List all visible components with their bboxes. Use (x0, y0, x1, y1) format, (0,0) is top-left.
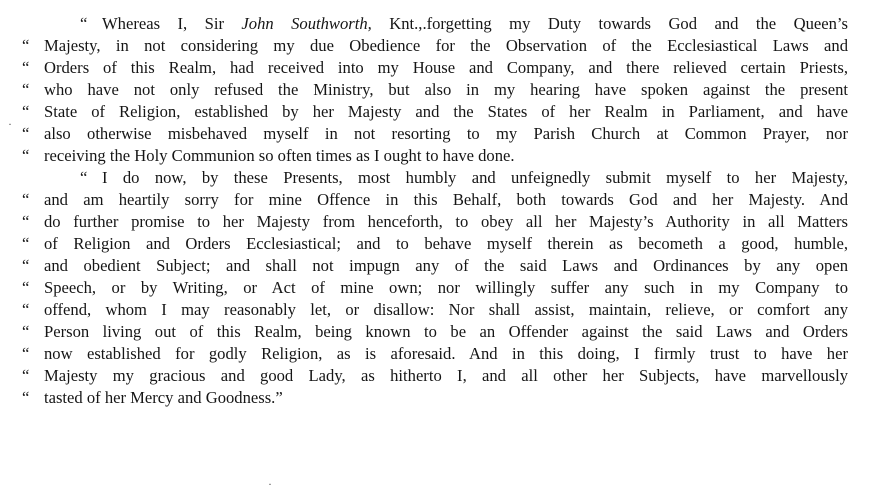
paragraph-first-line (22, 13, 848, 35)
quotation-mark: “ (22, 124, 29, 143)
text-segment: Majesty, in not considering my due Obedience for the Observation of the Ecclesiastical Laws and (44, 36, 848, 55)
text-segment: Orders of this Realm, had received into my House and Company, and there relieved certain Priests, (44, 58, 848, 77)
quotation-mark: “ (22, 80, 29, 99)
quotation-mark: “ (22, 58, 29, 77)
quotation-mark: “ (80, 14, 87, 33)
quotation-mark: “ (22, 278, 29, 297)
text-segment: Knt.,.forgetting my Duty towards God and the Queen’s (371, 14, 848, 33)
text-line (22, 145, 848, 167)
text-segment: of Religion and Orders Ecclesiastical; and to behave myself therein as becometh a good, humble, (44, 234, 848, 253)
quotation-mark: “ (22, 190, 29, 209)
paragraph-first-line (22, 167, 848, 189)
text-segment: do further promise to her Majesty from henceforth, to obey all her Majesty’s Authority in all Matters (44, 212, 848, 231)
text-line (22, 35, 848, 57)
text-line (22, 255, 848, 277)
quotation-mark: “ (22, 102, 29, 121)
text-line (22, 343, 848, 365)
italic-name: John Southworth, (241, 14, 372, 33)
quotation-mark: “ (22, 322, 29, 341)
quotation-mark: “ (22, 300, 29, 319)
text-line (22, 277, 848, 299)
text-segment: now established for godly Religion, as is aforesaid. And in this doing, I firmly trust to have her (44, 344, 848, 363)
text-line (22, 365, 848, 387)
text-line (22, 57, 848, 79)
quotation-mark: “ (22, 388, 29, 407)
text-segment: Whereas I, Sir (102, 14, 242, 33)
quotation-mark: “ (22, 256, 29, 275)
text-line (22, 211, 848, 233)
quotation-mark: “ (22, 344, 29, 363)
text-segment: receiving the Holy Communion so often times as I ought to have done. (44, 146, 515, 165)
text-segment: Speech, or by Writing, or Act of mine own; nor willingly suffer any such in my Company to (44, 278, 848, 297)
quotation-mark: “ (22, 366, 29, 385)
text-line (22, 189, 848, 211)
text-line (22, 79, 848, 101)
margin-speck: · (8, 117, 12, 131)
text-segment: tasted of her Mercy and Goodness.” (44, 388, 283, 407)
text-line (22, 387, 848, 409)
text-line (22, 321, 848, 343)
quotation-mark: “ (80, 168, 87, 187)
text-segment: and obedient Subject; and shall not impugn any of the said Laws and Ordinances by any open (44, 256, 848, 275)
text-segment: offend, whom I may reasonably let, or disallow: Nor shall assist, maintain, relieve, or comfort any (44, 300, 848, 319)
quotation-mark: “ (22, 212, 29, 231)
text-segment: and am heartily sorry for mine Offence in this Behalf, both towards God and her Majesty. And (44, 190, 848, 209)
text-line (22, 101, 848, 123)
quotation-mark: “ (22, 36, 29, 55)
text-segment: Majesty my gracious and good Lady, as hitherto I, and all other her Subjects, have marvellously (44, 366, 848, 385)
text-segment: State of Religion, established by her Majesty and the States of her Realm in Parliament, and have (44, 102, 848, 121)
text-line (22, 123, 848, 145)
margin-speck: · (268, 477, 272, 491)
text-segment: also otherwise misbehaved myself in not resorting to my Parish Church at Common Prayer, nor (44, 124, 848, 143)
text-segment: I do now, by these Presents, most humbly and unfeignedly submit myself to her Majesty, (102, 168, 848, 187)
text-segment: who have not only refused the Ministry, but also in my hearing have spoken against the present (44, 80, 848, 99)
text-segment: Person living out of this Realm, being known to be an Offender against the said Laws and Orders (44, 322, 848, 341)
text-line (22, 299, 848, 321)
quotation-mark: “ (22, 146, 29, 165)
quotation-mark: “ (22, 234, 29, 253)
text-line (22, 233, 848, 255)
